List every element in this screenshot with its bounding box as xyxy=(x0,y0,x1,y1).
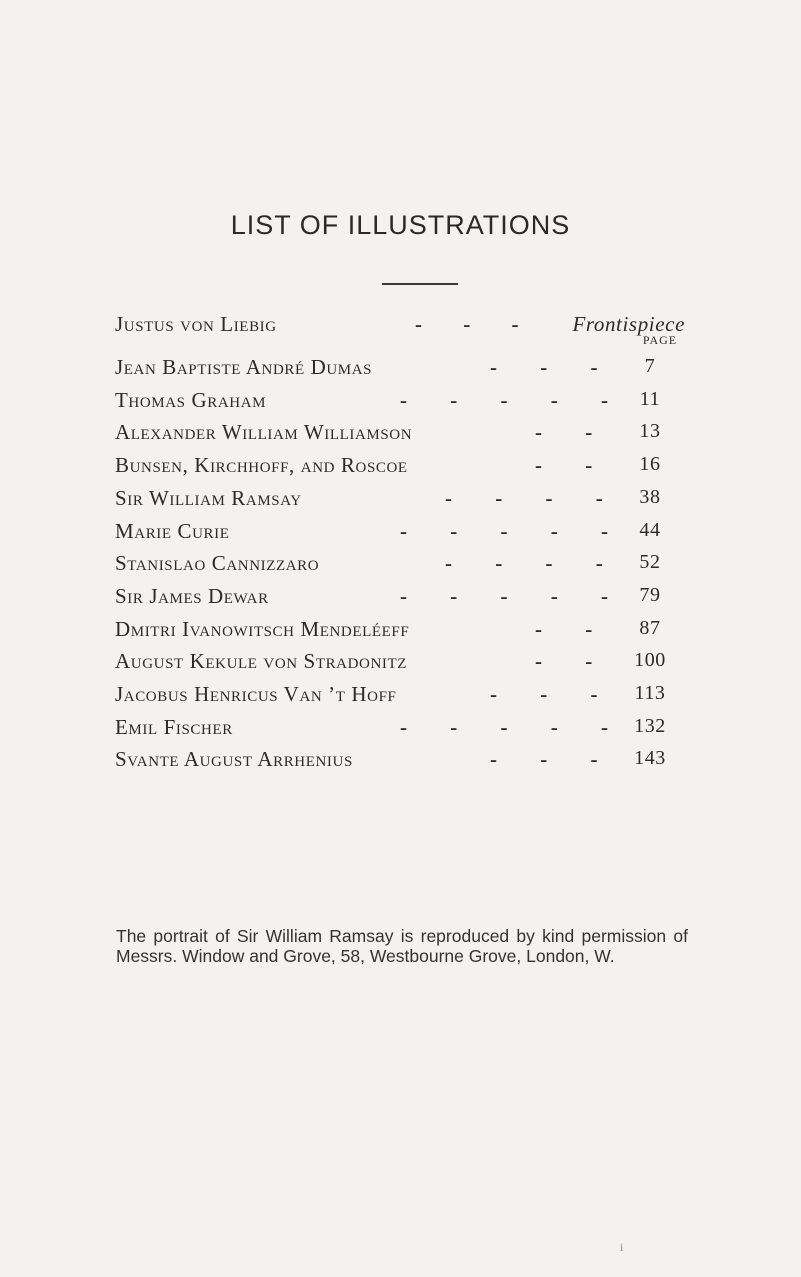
entry-dashes: - - - - - xyxy=(400,518,627,543)
entry-name: August Kekule von Stradonitz xyxy=(115,649,408,674)
entry-name: Emil Fischer xyxy=(115,714,233,739)
entry-page-number: 79 xyxy=(639,583,661,606)
entry-name: Dmitri Ivanowitsch Mendeléeff xyxy=(115,616,410,641)
entry-page-number: 143 xyxy=(634,747,666,770)
entry-name: Sir William Ramsay xyxy=(115,485,302,510)
entry-name: Alexander William Williamson xyxy=(115,420,413,445)
entry-dashes: - - xyxy=(535,453,612,478)
entry-page-number: 52 xyxy=(639,551,661,574)
entry-dashes: - - - xyxy=(490,747,617,772)
entry-name: Jacobus Henricus Van ’t Hoff xyxy=(115,682,397,706)
list-item xyxy=(115,551,685,581)
entry-name: Jean Baptiste André Dumas xyxy=(115,355,373,379)
entry-dashes: - - xyxy=(535,420,612,445)
credit-note: The portrait of Sir William Ramsay is reproduced by kind permission of Messrs. Window and Grove, 58, Westbourne Grove, London, W. xyxy=(116,926,688,966)
entry-page-number: 38 xyxy=(639,485,661,508)
entry-dashes: - - xyxy=(535,616,612,641)
entry-name: Marie Curie xyxy=(115,518,230,543)
list-item xyxy=(115,355,685,385)
list-item xyxy=(115,617,685,647)
title-rule xyxy=(382,283,458,285)
frontispiece-entry xyxy=(115,312,685,342)
list-item xyxy=(115,486,685,516)
frontispiece-label: Frontispiece xyxy=(572,312,685,336)
entry-name: Justus von Liebig xyxy=(115,312,277,336)
entry-name: Bunsen, Kirchhoff, and Roscoe xyxy=(115,453,408,478)
entry-dashes: - - - - - xyxy=(400,583,627,608)
list-item xyxy=(115,715,685,745)
list-item xyxy=(115,519,685,549)
entry-dashes: - - - - xyxy=(445,551,622,576)
entry-page-number: 87 xyxy=(639,616,661,639)
list-item xyxy=(115,747,685,777)
entry-page-number: 16 xyxy=(639,453,661,476)
entry-page-number: 113 xyxy=(634,682,666,704)
entry-page-number: 7 xyxy=(644,355,656,377)
entry-name: Svante August Arrhenius xyxy=(115,747,353,772)
entry-page-number: 100 xyxy=(634,649,666,672)
entry-page-number: 11 xyxy=(639,387,661,410)
entry-dashes: - - - - - xyxy=(400,387,627,412)
entry-page-number: 13 xyxy=(639,420,661,443)
list-item xyxy=(115,420,685,450)
entry-dashes: - - - - - xyxy=(400,714,627,739)
list-item xyxy=(115,584,685,614)
list-item xyxy=(115,453,685,483)
entry-page-number: 132 xyxy=(634,714,666,737)
entry-dashes: - - - xyxy=(490,355,617,379)
entry-page-number: 44 xyxy=(639,518,661,541)
entry-dashes: - - xyxy=(535,649,612,674)
entry-dashes: - - - xyxy=(415,312,537,336)
footer-mark: i xyxy=(620,1240,624,1254)
list-item xyxy=(115,388,685,418)
entry-dashes: - - - xyxy=(490,682,617,706)
entry-name: Stanislao Cannizzaro xyxy=(115,551,320,576)
page-column-label: PAGE xyxy=(642,333,678,347)
entry-dashes: - - - - xyxy=(445,485,622,510)
page-title: LIST OF ILLUSTRATIONS xyxy=(230,210,571,240)
entry-name: Sir James Dewar xyxy=(115,583,269,608)
list-item xyxy=(115,649,685,679)
entry-name: Thomas Graham xyxy=(115,387,267,412)
list-item xyxy=(115,682,685,712)
